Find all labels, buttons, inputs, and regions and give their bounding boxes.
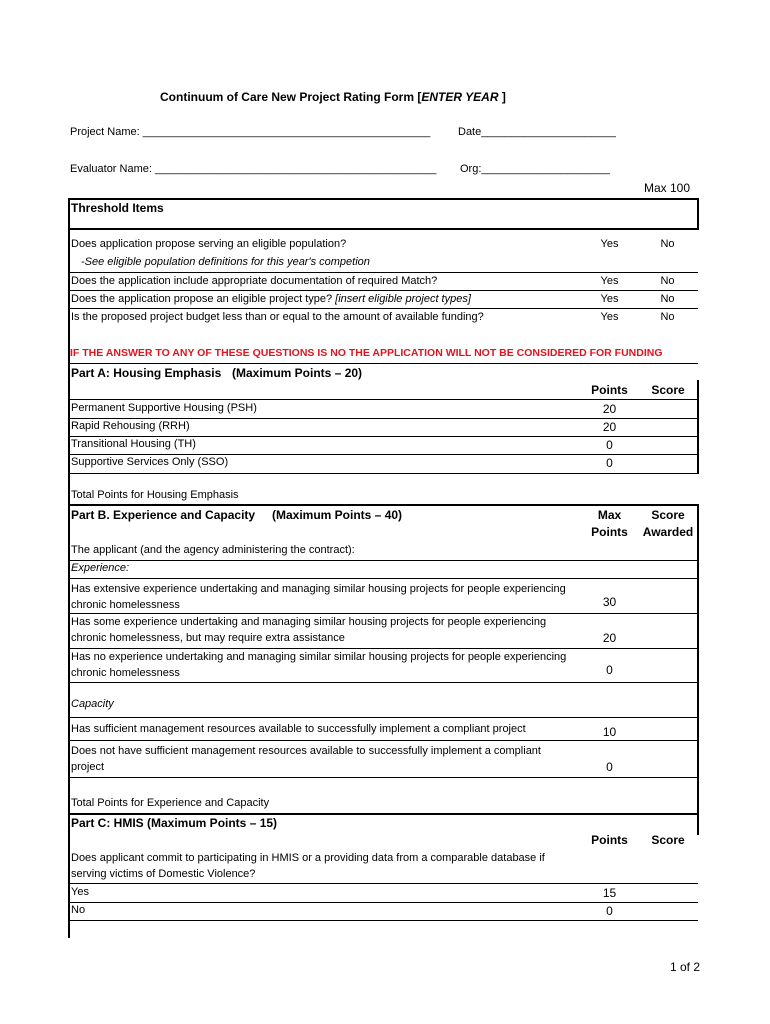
- divider: [68, 473, 698, 474]
- divider: [68, 920, 698, 921]
- table-right-border: [697, 505, 699, 835]
- hmis-no-label: No: [71, 904, 86, 916]
- divider: [68, 363, 698, 364]
- points-header: Points: [591, 383, 628, 397]
- part-a-heading: Part A: Housing Emphasis: [71, 366, 222, 380]
- divider: [68, 454, 698, 455]
- table-right-border: [697, 198, 699, 228]
- threshold-q3: Does the application propose an eligible project type? [insert eligible project types]: [71, 293, 471, 305]
- part-b-total-label: Total Points for Experience and Capacity: [71, 797, 270, 809]
- housing-type-label: Rapid Rehousing (RRH): [71, 420, 190, 432]
- experience-criterion: Has extensive experience undertaking and managing similar housing projects for people experiencing chronic homelessness: [71, 583, 566, 611]
- page-number: 1 of 2: [670, 960, 701, 974]
- points-value: 0: [606, 760, 613, 774]
- divider: [68, 308, 698, 309]
- capacity-criterion: Does not have sufficient management resources available to successfully implement a compliant project: [71, 745, 541, 773]
- points-value: 0: [606, 456, 613, 470]
- divider: [68, 418, 698, 419]
- housing-type-label: Transitional Housing (TH): [71, 438, 196, 450]
- divider: [68, 436, 698, 437]
- no-option[interactable]: No: [660, 238, 675, 250]
- score-header: Score: [651, 508, 685, 522]
- part-b-intro: The applicant (and the agency administering the contract):: [71, 544, 355, 556]
- hmis-yes-label: Yes: [71, 886, 89, 898]
- threshold-q4: Is the proposed project budget less than or equal to the amount of available funding?: [71, 311, 484, 323]
- divider: [68, 883, 698, 884]
- form-title: Continuum of Care New Project Rating Form [ENTER YEAR ]: [160, 90, 506, 104]
- part-c-heading: Part C: HMIS (Maximum Points – 15): [71, 816, 278, 830]
- table-top-border: [68, 198, 699, 200]
- points-value: 10: [602, 725, 617, 739]
- divider: [68, 740, 698, 741]
- housing-type-label: Permanent Supportive Housing (PSH): [71, 402, 257, 414]
- points-value: 20: [602, 420, 617, 434]
- table-left-border: [68, 198, 70, 938]
- part-a-total-label: Total Points for Housing Emphasis: [71, 489, 239, 501]
- points-header: Points: [591, 525, 628, 539]
- part-a-max: (Maximum Points – 20): [232, 366, 363, 380]
- threshold-warning: IF THE ANSWER TO ANY OF THESE QUESTIONS IS NO THE APPLICATION WILL NOT BE CONSIDERED FOR FUNDING: [70, 347, 663, 359]
- capacity-label: Capacity: [71, 698, 114, 710]
- part-b-max: (Maximum Points – 40): [272, 508, 403, 522]
- divider: [68, 578, 698, 579]
- score-header: Score: [651, 833, 685, 847]
- yes-option[interactable]: Yes: [600, 275, 619, 287]
- score-header: Score: [651, 383, 685, 397]
- org-field[interactable]: Org:_____________________: [460, 163, 610, 175]
- experience-label: Experience:: [71, 562, 130, 574]
- yes-option[interactable]: Yes: [600, 238, 619, 250]
- divider: [68, 560, 698, 561]
- project-name-field[interactable]: Project Name: _______________________________________________: [70, 126, 431, 138]
- points-value: 30: [602, 595, 617, 609]
- no-option[interactable]: No: [660, 275, 675, 287]
- no-option[interactable]: No: [660, 293, 675, 305]
- points-value: 15: [602, 886, 617, 900]
- hmis-question: Does applicant commit to participating in HMIS or a providing data from a comparable database if serving victims of Domestic Violence?: [71, 852, 545, 880]
- threshold-heading: Threshold Items: [71, 201, 164, 215]
- divider: [68, 399, 698, 400]
- evaluator-name-field[interactable]: Evaluator Name: ______________________________________________: [70, 163, 437, 175]
- points-header: Points: [591, 833, 628, 847]
- points-value: 0: [606, 438, 613, 452]
- date-field[interactable]: Date______________________: [458, 126, 616, 138]
- threshold-q2: Does the application include appropriate documentation of required Match?: [71, 275, 438, 287]
- divider: [68, 504, 699, 506]
- divider: [68, 228, 699, 230]
- max-header: Max: [597, 508, 622, 522]
- threshold-q1-note: -See eligible population definitions for this year's competion: [81, 256, 370, 268]
- part-b-heading: Part B. Experience and Capacity: [71, 508, 256, 522]
- max-score-label: Max 100: [644, 181, 691, 195]
- divider: [68, 682, 698, 683]
- points-value: 0: [606, 663, 613, 677]
- divider: [68, 272, 698, 273]
- yes-option[interactable]: Yes: [600, 311, 619, 323]
- experience-criterion: Has some experience undertaking and managing similar housing projects for people experiencing chronic homelessness, but may require extra assistance: [71, 616, 547, 644]
- points-value: 20: [602, 631, 617, 645]
- experience-criterion: Has no experience undertaking and managing similar similar housing projects for people experiencing chronic homelessness: [71, 651, 567, 679]
- divider: [68, 813, 699, 815]
- divider: [68, 777, 698, 778]
- points-value: 20: [602, 402, 617, 416]
- table-right-border: [697, 380, 699, 474]
- awarded-header: Awarded: [642, 525, 694, 539]
- threshold-q1: Does application propose serving an eligible population?: [71, 238, 347, 250]
- no-option[interactable]: No: [660, 311, 675, 323]
- housing-type-label: Supportive Services Only (SSO): [71, 456, 229, 468]
- divider: [68, 290, 698, 291]
- capacity-criterion: Has sufficient management resources available to successfully implement a compliant project: [71, 723, 526, 735]
- divider: [68, 902, 698, 903]
- points-value: 0: [606, 904, 613, 918]
- yes-option[interactable]: Yes: [600, 293, 619, 305]
- divider: [68, 717, 698, 718]
